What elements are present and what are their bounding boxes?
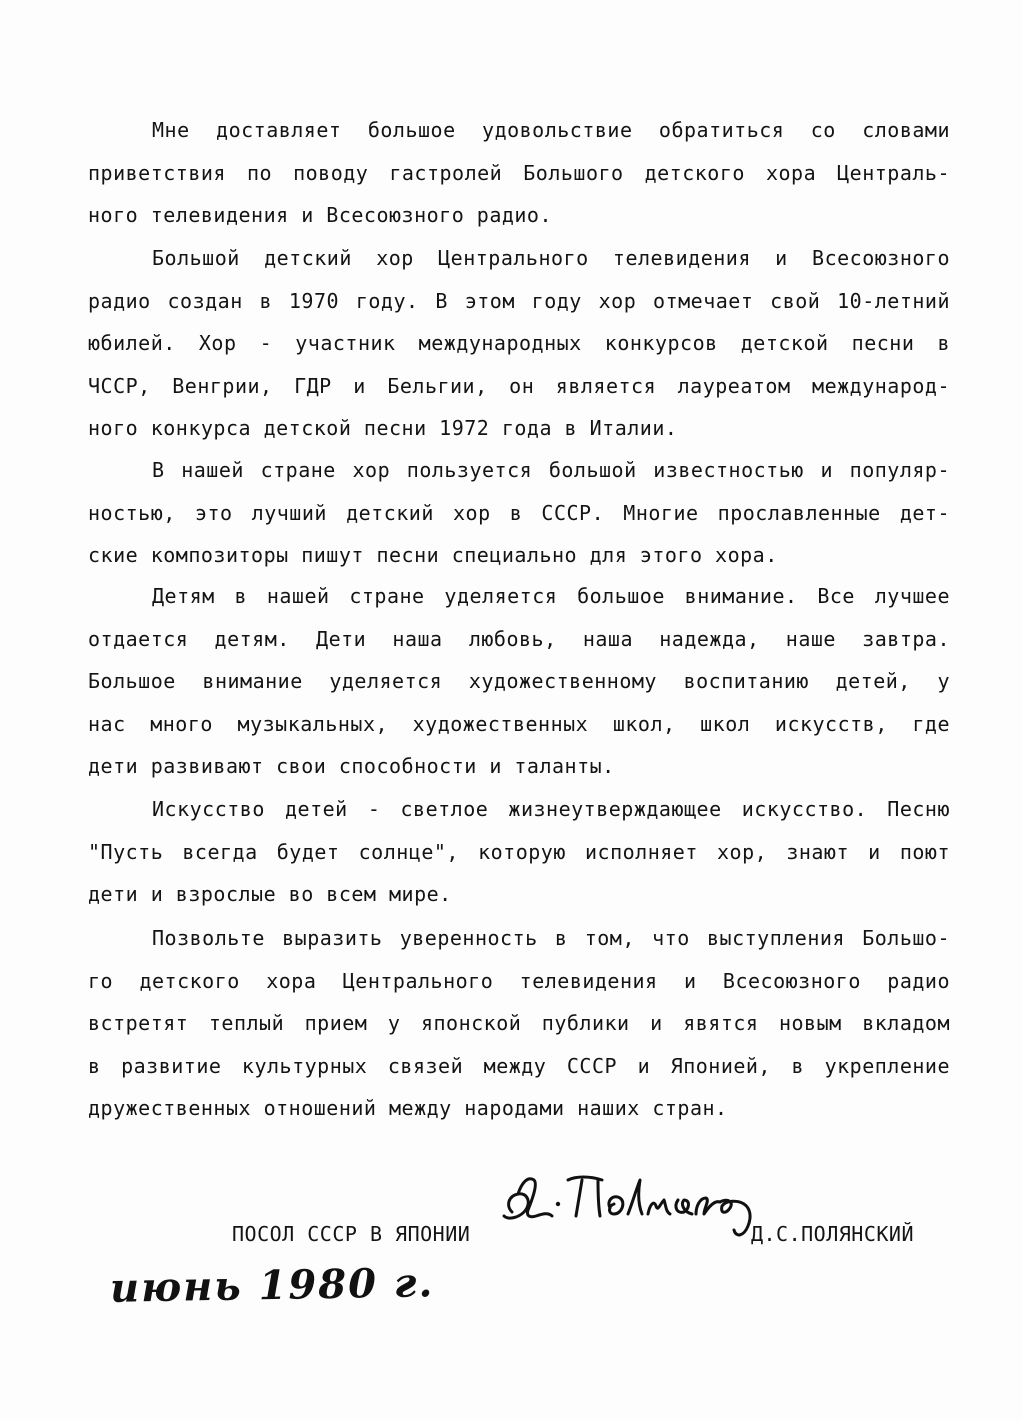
text-line: приветствия по поводу гастролей Большого детского хора Централь- — [88, 160, 950, 185]
text-line: в развитие культурных связей между СССР и Японией, в укрепление — [88, 1053, 950, 1078]
text-line: В нашей стране хор пользуется большой известностью и популяр- — [152, 458, 950, 482]
handwritten-signature — [498, 1160, 780, 1240]
text-line: ЧССР, Венгрии, ГДР и Бельгии, он является лауреатом международ- — [88, 373, 950, 398]
text-line: ские композиторы пишут песни специально для этого хора. — [88, 543, 778, 567]
text-line: отдается детям. Дети наша любовь, наша надежда, наше завтра. — [88, 626, 950, 651]
text-line: "Пусть всегда будет солнце", которую исполняет хор, знают и поют — [88, 839, 950, 864]
text-line: ного конкурса детской песни 1972 года в Италии. — [88, 416, 678, 440]
paragraph-choir-history — [88, 237, 950, 450]
text-line: Большое внимание уделяется художественному воспитанию детей, у — [88, 669, 950, 693]
text-line: юбилей. Хор - участник международных конкурсов детской песни в — [88, 331, 950, 355]
paragraph-children — [88, 575, 950, 788]
text-line: дети развивают свои способности и таланты. — [88, 754, 615, 778]
paragraph-popularity — [88, 449, 950, 577]
text-line: Мне доставляет большое удовольствие обратиться со словами — [152, 118, 950, 142]
signatory-name: Д.С.ПОЛЯНСКИЙ — [750, 1222, 914, 1246]
text-line: радио создан в 1970 году. В этом году хор отмечает свой 10-летний — [88, 288, 950, 313]
text-line: го детского хора Центрального телевидения и Всесоюзного радио — [88, 968, 950, 993]
text-line: ностью, это лучший детский хор в СССР. Многие прославленные дет- — [88, 500, 950, 525]
text-line: ного телевидения и Всесоюзного радио. — [88, 203, 553, 227]
handwritten-date: июнь 1980 г. — [109, 1259, 435, 1312]
text-line: дружественных отношений между народами наших стран. — [88, 1096, 728, 1120]
text-line: нас много музыкальных, художественных школ, школ искусств, где — [88, 711, 950, 736]
paragraph-art — [88, 788, 950, 916]
paragraph-closing — [88, 917, 950, 1130]
text-line: Детям в нашей стране уделяется большое внимание. Все лучшее — [152, 584, 950, 608]
text-line: встретят теплый прием у японской публики и явятся новым вкладом — [88, 1011, 950, 1035]
signatory-title: ПОСОЛ СССР В ЯПОНИИ — [232, 1222, 471, 1246]
text-line: Большой детский хор Центрального телевидения и Всесоюзного — [152, 246, 950, 270]
text-line: Позвольте выразить уверенность в том, что выступления Большо- — [152, 926, 950, 950]
text-line: дети и взрослые во всем мире. — [88, 882, 452, 906]
paragraph-greeting — [88, 109, 950, 237]
text-line: Искусство детей - светлое жизнеутверждающее искусство. Песню — [152, 797, 950, 821]
